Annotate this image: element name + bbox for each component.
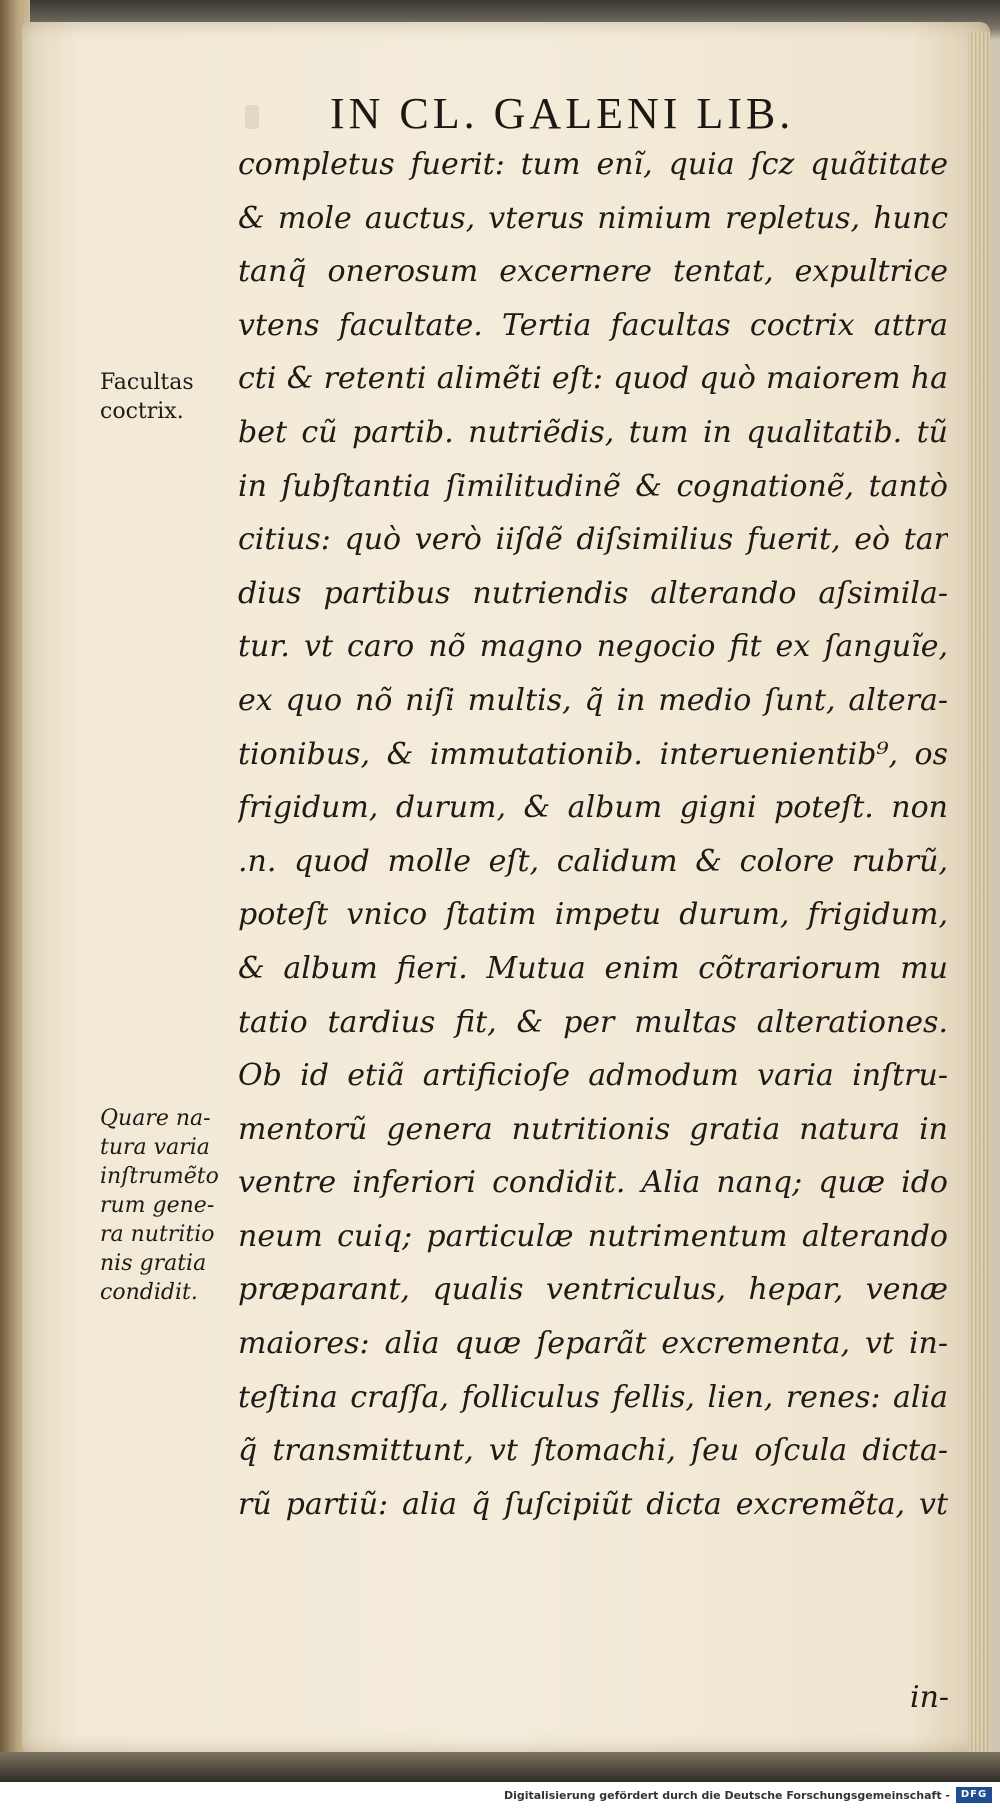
margin-note-quare-natura (100, 1104, 219, 1307)
text-line: rũ partiũ: alia q̃ ſuſcipiũt dicta excremẽta, vt (238, 1486, 948, 1522)
main-text-block (238, 138, 948, 1531)
text-line: tanq̃ onerosum excernere tentat, expultrice (238, 254, 948, 290)
text-line: neum cuiq; particulæ nutrimentum alterando (238, 1218, 948, 1254)
text-line: poteſt vnico ſtatim impetu durum, frigidum, (238, 897, 948, 933)
margin-note-line: inſtrumẽto (100, 1164, 219, 1189)
text-line: mentorũ genera nutritionis gratia natura in (238, 1111, 948, 1147)
text-line: & album fieri. Mutua enim cõtrariorum mu (238, 950, 948, 986)
margin-note-line: rum gene- (100, 1193, 215, 1218)
page-fore-edge (968, 32, 990, 1762)
text-line: Ob id etiã artificioſe admodum varia inſtru- (238, 1058, 948, 1094)
text-line: maiores: alia quæ ſeparãt excrementa, vt in- (238, 1326, 948, 1362)
book-bottom-shadow (0, 1752, 1000, 1782)
margin-note-line: nis gratia (100, 1251, 207, 1276)
text-line: cti & retenti alimẽti eſt: quod quò maiorem ha (238, 361, 948, 397)
text-line: .n. quod molle eſt, calidum & colore rubrũ, (238, 843, 948, 879)
text-line: q̃ transmittunt, vt ſtomachi, ſeu oſcula dicta- (238, 1433, 948, 1469)
text-line: & mole auctus, vterus nimium repletus, hunc (238, 200, 948, 236)
text-line: citius: quò verò iiſdẽ diſsimilius fuerit, eò tar (238, 522, 948, 558)
margin-note-line: Quare na- (100, 1106, 211, 1131)
margin-note-line: coctrix. (100, 399, 184, 424)
text-line: frigidum, durum, & album gigni poteſt. non (238, 790, 948, 826)
text-line: dius partibus nutriendis alterando aſsimila- (238, 575, 948, 611)
margin-note-facultas (100, 368, 194, 426)
text-line: vtens facultate. Tertia facultas coctrix attra (238, 307, 948, 343)
text-line: ventre inferiori condidit. Alia nanq; quæ ido (238, 1165, 948, 1201)
dfg-logo: DFG (956, 1787, 992, 1803)
digitization-credit: Digitalisierung gefördert durch die Deutsche Forschungsgemeinschaft - (503, 1789, 950, 1802)
margin-note-line: tura varia (100, 1135, 210, 1160)
text-line: tur. vt caro nõ magno negocio fit ex ſanguĩe, (238, 629, 948, 665)
faint-ink-mark (245, 105, 259, 129)
text-line: bet cũ partib. nutriẽdis, tum in qualitatib. tũ (238, 414, 948, 450)
margin-note-line: condidit. (100, 1280, 198, 1305)
catchword: in- (910, 1680, 950, 1715)
margin-note-line: ra nutritio (100, 1222, 215, 1247)
running-head: IN CL. GALENI LIB. (330, 89, 795, 138)
margin-note-line: Facultas (100, 370, 194, 395)
text-line: completus fuerit: tum enĩ, quia ſcz quãtitate (238, 147, 948, 182)
text-line: præparant, qualis ventriculus, hepar, venæ (238, 1272, 948, 1308)
text-line: in ſubſtantia ſimilitudinẽ & cognationẽ, tantò (238, 468, 948, 504)
text-line: teſtina craſſa, folliculus fellis, lien, renes: alia (238, 1379, 948, 1415)
text-line: tionibus, & immutationib. interuenientib⁹, os (238, 736, 948, 772)
text-line: tatio tardius fit, & per multas alterationes. (238, 1004, 948, 1040)
text-line: ex quo nõ niſi multis, q̃ in medio ſunt, altera- (238, 682, 948, 718)
